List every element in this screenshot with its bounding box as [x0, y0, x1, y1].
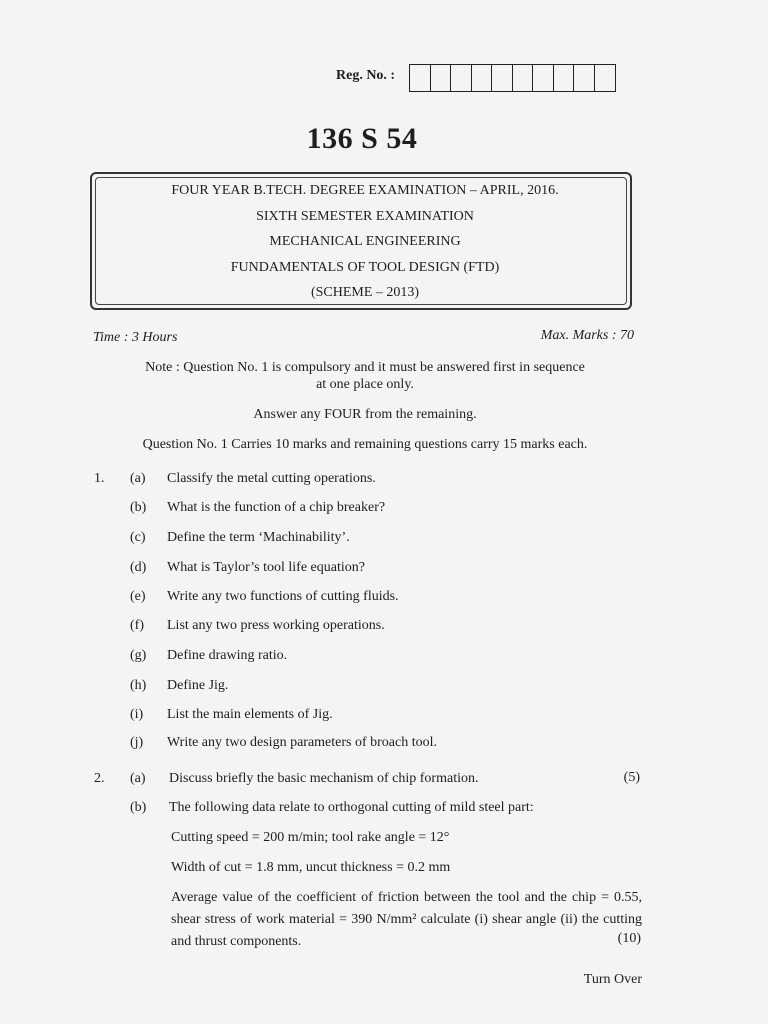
q1-part-text: What is Taylor’s tool life equation? [167, 560, 365, 575]
q2-part-b-paragraph: Average value of the coefficient of friction between the tool and the chip = 0.55, shear stress of work material = 390 N/mm² calculate (i) shear angle (ii) the cutting and thrust components. [171, 890, 642, 949]
turn-over: Turn Over [583, 972, 642, 987]
note-line-1: Note : Question No. 1 is compulsory and it must be answered first in sequence [145, 360, 585, 375]
question-number-2: 2. [94, 771, 105, 786]
marks-instruction: Question No. 1 Carries 10 marks and remaining questions carry 15 marks each. [142, 437, 588, 452]
subject-line: FUNDAMENTALS OF TOOL DESIGN (FTD) [230, 260, 500, 275]
q1-part-label: (j) [130, 735, 144, 750]
q2-part-b-width-line: Width of cut = 1.8 mm, uncut thickness = 0.2 mm [171, 860, 451, 875]
q1-part-label: (g) [130, 648, 147, 663]
q1-part-text: Classify the metal cutting operations. [167, 471, 376, 486]
q2-part-a-marks: (5) [623, 770, 640, 785]
reg-no-box[interactable] [492, 65, 513, 91]
q1-part-text: Write any two functions of cutting fluids. [167, 589, 399, 604]
q1-part-label: (h) [130, 678, 147, 693]
semester-line: SIXTH SEMESTER EXAMINATION [256, 209, 474, 224]
q2-part-b-marks: (10) [617, 931, 641, 946]
q1-part-text: Define drawing ratio. [167, 648, 288, 663]
q1-part-label: (d) [130, 560, 147, 575]
reg-no-boxes[interactable] [409, 64, 616, 92]
q1-part-label: (a) [130, 471, 146, 486]
reg-no-box[interactable] [472, 65, 493, 91]
max-marks-label: Max. Marks : 70 [540, 328, 634, 343]
q1-part-label: (b) [130, 500, 147, 515]
answer-instruction: Answer any FOUR from the remaining. [253, 407, 477, 422]
q1-part-label: (i) [130, 707, 144, 722]
reg-no-box[interactable] [574, 65, 595, 91]
paper-code: 136 S 54 [306, 122, 418, 155]
q2-part-b-label: (b) [130, 800, 147, 815]
reg-no-box[interactable] [431, 65, 452, 91]
reg-no-box[interactable] [554, 65, 575, 91]
reg-no-box[interactable] [451, 65, 472, 91]
q2-part-b-text: The following data relate to orthogonal cutting of mild steel part: [169, 800, 534, 815]
reg-no-box[interactable] [513, 65, 534, 91]
q1-part-text: What is the function of a chip breaker? [167, 500, 386, 515]
q1-part-text: Write any two design parameters of broach tool. [167, 735, 438, 750]
reg-no-box[interactable] [533, 65, 554, 91]
time-label: Time : 3 Hours [93, 330, 178, 345]
q1-part-text: List any two press working operations. [167, 618, 385, 633]
q1-part-label: (c) [130, 530, 146, 545]
scheme-line: (SCHEME – 2013) [310, 285, 420, 300]
q1-part-label: (e) [130, 589, 146, 604]
q1-part-text: Define the term ‘Machinability’. [167, 530, 350, 545]
question-number-1: 1. [94, 471, 105, 486]
note-line-2: at one place only. [316, 377, 414, 392]
q1-part-label: (f) [130, 618, 144, 633]
reg-no-label: Reg. No. : [336, 68, 396, 83]
exam-title: FOUR YEAR B.TECH. DEGREE EXAMINATION – APRIL, 2016. [171, 183, 559, 198]
branch-line: MECHANICAL ENGINEERING [269, 234, 461, 249]
q1-part-text: List the main elements of Jig. [167, 707, 333, 722]
q2-part-a-text: Discuss briefly the basic mechanism of chip formation. [169, 771, 479, 786]
q2-part-b-speed-line: Cutting speed = 200 m/min; tool rake angle = 12° [171, 830, 450, 845]
reg-no-box[interactable] [410, 65, 431, 91]
q1-part-text: Define Jig. [167, 678, 229, 693]
reg-no-box[interactable] [595, 65, 616, 91]
q2-part-a-label: (a) [130, 771, 146, 786]
